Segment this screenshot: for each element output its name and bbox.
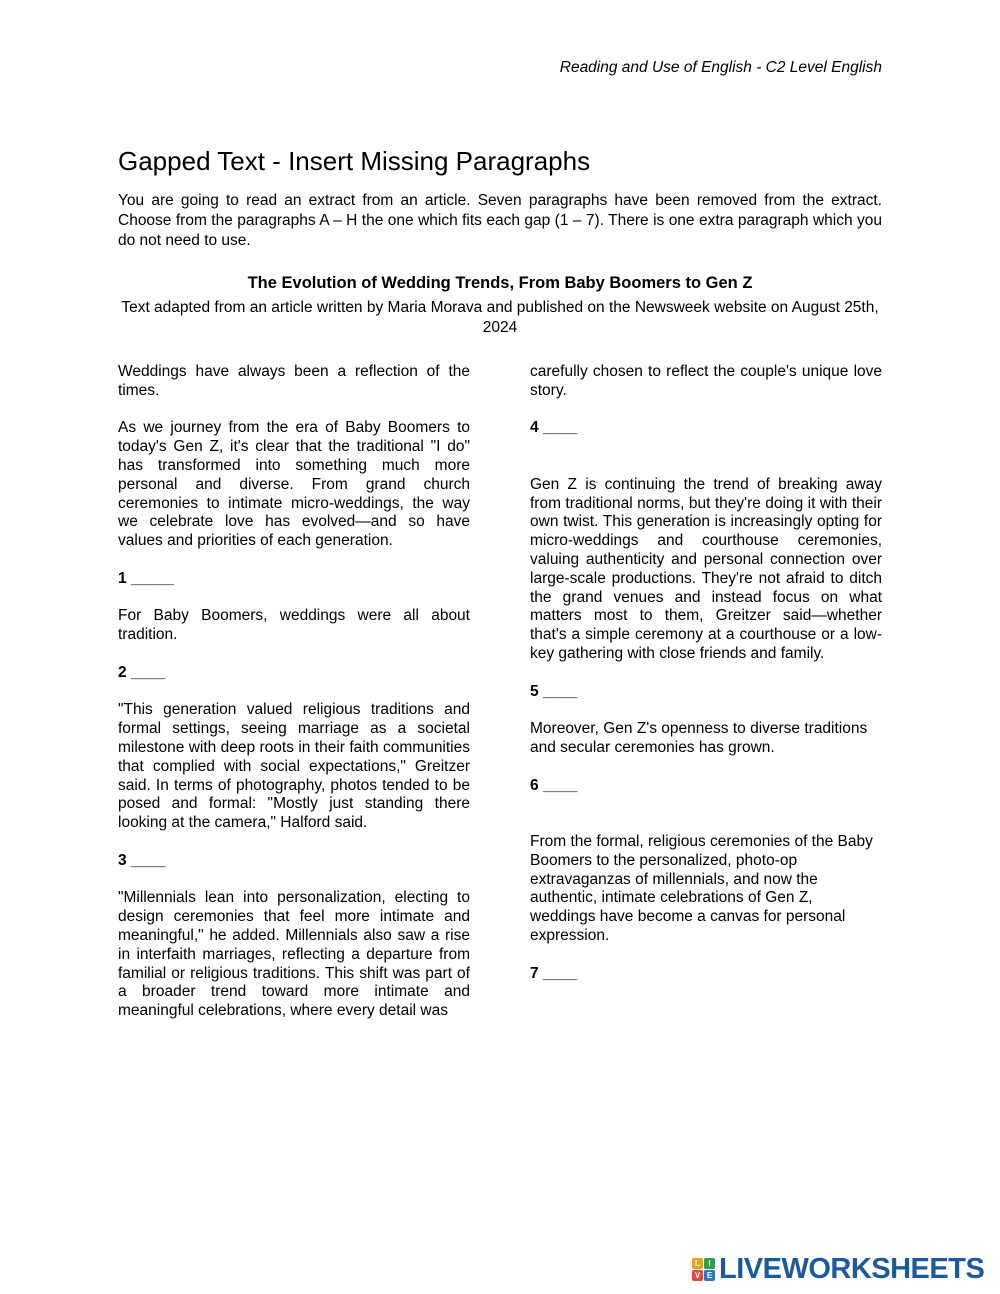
paragraph: For Baby Boomers, weddings were all about tradition. (118, 607, 470, 644)
paragraph: "Millennials lean into personalization, electing to design ceremonies that feel more intimate and meaningful," he added. Millennials also saw a rise in interfaith marriages, reflecting a departure from familial or religious traditions. This shift was part of a broader trend toward more intimate and meaningful celebrations, where every detail was (118, 889, 470, 1020)
paragraph: Weddings have always been a reflection of the times. (118, 363, 470, 399)
paragraph: From the formal, religious ceremonies of the Baby Boomers to the personalized, photo-op extravaganzas of millennials, and now the authentic, intimate celebrations of Gen Z, weddings have become a canvas for personal expression. (530, 832, 873, 944)
instructions: You are going to read an extract from an article. Seven paragraphs have been removed from the extract. Choose from the paragraphs A – H the one which fits each gap (1 – 7). There is one extra paragraph which you do not need to use. (118, 192, 882, 249)
logo-mark-icon (692, 1258, 715, 1281)
gap-2[interactable]: 2 ____ (118, 663, 166, 681)
logo-text: LIVEWORKSHEETS (719, 1253, 985, 1285)
logo-tile: I (704, 1258, 715, 1269)
page-title: Gapped Text - Insert Missing Paragraphs (118, 146, 591, 176)
paragraph: Gen Z is continuing the trend of breaking away from traditional norms, but they're doing it with their own twist. This generation is increasingly opting for micro-weddings and courthouse ceremonies, valuing authenticity and personal connection over large-scale productions. They're not afraid to ditch the grand venues and instead focus on what matters most to them, Greitzer said—whether that's a simple ceremony at a courthouse or a low-key gathering with close friends and family. (530, 475, 882, 662)
liveworksheets-logo[interactable] (692, 1254, 984, 1284)
gap-1[interactable]: 1 _____ (118, 569, 175, 587)
article-title: The Evolution of Wedding Trends, From Baby Boomers to Gen Z (247, 274, 753, 292)
logo-tile: V (692, 1270, 703, 1281)
gap-4[interactable]: 4 ____ (530, 419, 578, 437)
article-right-column (530, 363, 882, 1002)
logo-tile: E (704, 1270, 715, 1281)
paragraph: Moreover, Gen Z's openness to diverse traditions and secular ceremonies has grown. (530, 720, 868, 756)
article-source: Text adapted from an article written by Maria Morava and published on the Newsweek website on August 25th, 2024 (121, 299, 879, 336)
paragraph: carefully chosen to reflect the couple's unique love story. (530, 363, 882, 399)
gap-7[interactable]: 7 ____ (530, 964, 578, 982)
paragraph: As we journey from the era of Baby Boomers to today's Gen Z, it's clear that the traditional "I do" has transformed into something much more personal and diverse. From grand church ceremonies to intimate micro-weddings, the way we celebrate love has evolved—and so have values and priorities of each generation. (118, 419, 470, 550)
running-header: Reading and Use of English - C2 Level English (559, 59, 882, 76)
logo-tile: L (692, 1258, 703, 1269)
gap-5[interactable]: 5 ____ (530, 682, 578, 700)
gap-6[interactable]: 6 ____ (530, 776, 578, 794)
gap-3[interactable]: 3 ____ (118, 851, 166, 869)
article-left-column (118, 363, 470, 1040)
paragraph: "This generation valued religious traditions and formal settings, seeing marriage as a societal milestone with deep roots in their faith communities that complied with social expectations," Greitzer said. In terms of photography, photos tended to be posed and formal: "Mostly just standing there looking at the camera," Halford said. (118, 701, 470, 832)
